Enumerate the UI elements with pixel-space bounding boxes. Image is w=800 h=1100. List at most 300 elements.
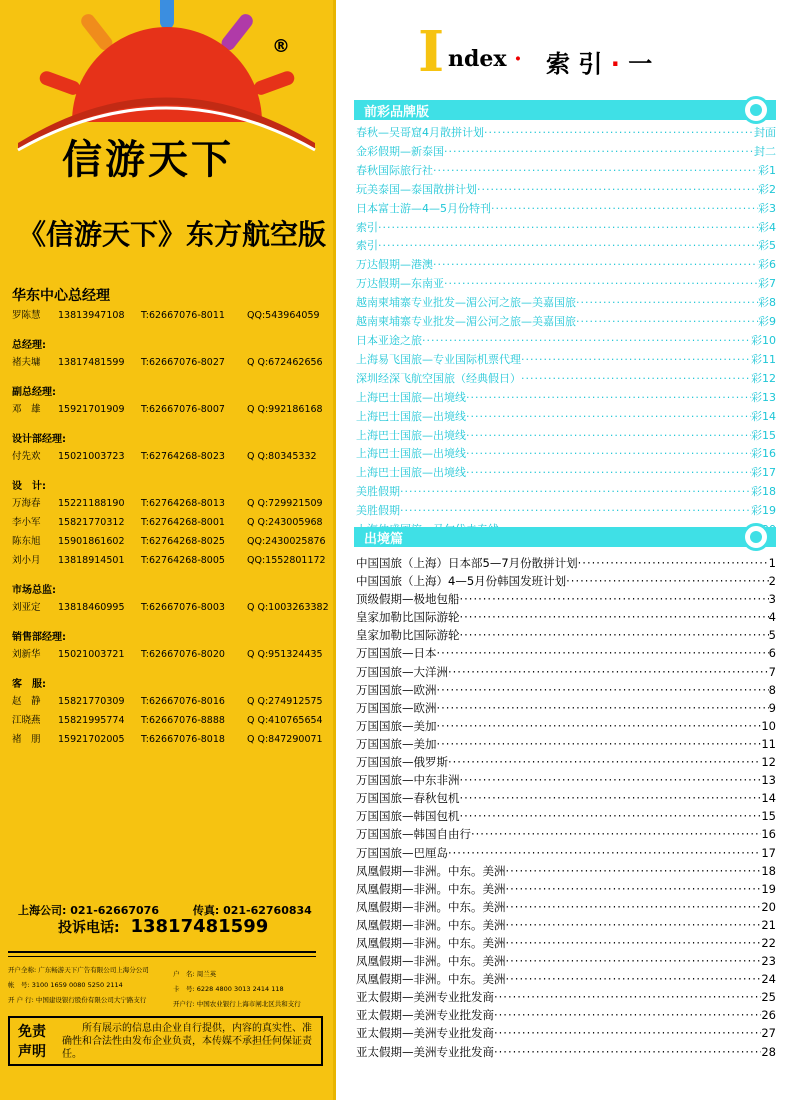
- leader-dots: [448, 753, 761, 771]
- entry-page: 19: [761, 881, 776, 896]
- bank-info: [8, 965, 326, 1010]
- leader-dots: [460, 789, 762, 807]
- entry-page: 彩19: [751, 504, 776, 518]
- entry-title: 美胜假期: [356, 485, 400, 499]
- leader-dots: [506, 898, 762, 916]
- entry-page: 28: [761, 1044, 776, 1059]
- shanghai-phone: 上海公司: 021-62667076: [18, 904, 159, 917]
- leader-dots: [400, 483, 751, 502]
- leader-dots: [460, 608, 769, 626]
- index-entry[interactable]: [356, 124, 776, 143]
- complaint-number: 13817481599: [130, 916, 269, 937]
- leader-dots: [444, 143, 754, 162]
- entry-title: 万国国旅—俄罗斯: [356, 755, 448, 770]
- entry-page: 3: [768, 592, 776, 607]
- staff-qq: Q Q:80345332: [247, 451, 317, 462]
- staff-person: [12, 306, 327, 325]
- index-entry[interactable]: [356, 771, 776, 789]
- index-entry[interactable]: [356, 952, 776, 970]
- entry-page: 6: [768, 646, 776, 661]
- entry-title: 日本富士游—4—5月份特刊: [356, 201, 491, 215]
- staff-qq: Q Q:992186168: [247, 404, 323, 415]
- entry-page: 彩16: [751, 447, 776, 461]
- staff-person: [12, 353, 327, 372]
- entry-title: 索引: [356, 220, 378, 234]
- index-entry[interactable]: [356, 445, 776, 464]
- index-entry[interactable]: [356, 408, 776, 427]
- disclaimer-box: [8, 1016, 323, 1066]
- entry-page: 10: [761, 718, 776, 733]
- entry-title: 上海巴士国旅—出境线: [356, 447, 466, 461]
- entry-title: 万国国旅—美加: [356, 736, 437, 751]
- entry-page: 14: [761, 791, 776, 806]
- bank-right: 开户行: 中国农业银行上海市闸北区共和支行: [173, 1000, 301, 1008]
- staff-name: 付先欢: [12, 451, 41, 462]
- staff-qq: Q Q:1003263382: [247, 602, 329, 613]
- leader-dots: [506, 952, 762, 970]
- entry-page: 12: [761, 755, 776, 770]
- staff-mobile: 15021003721: [58, 649, 125, 660]
- staff-mobile: 15821995774: [58, 715, 125, 726]
- entry-page: 彩2: [758, 182, 776, 196]
- index-word-text: ndex: [448, 46, 507, 72]
- circle-badge-icon: [742, 96, 770, 124]
- entry-page: 9: [768, 700, 776, 715]
- staff-mobile: 13818914501: [58, 555, 125, 566]
- staff-qq: QQ:1552801172: [247, 555, 326, 566]
- staff-person: [12, 692, 327, 711]
- bank-left: 开 户 行: 中国建设银行股份有限公司大宁路支行: [8, 996, 147, 1004]
- entry-title: 皇家加勒比国际游轮: [356, 610, 460, 625]
- staff-tel: T:62764268-8023: [141, 451, 225, 462]
- leader-dots: [400, 502, 751, 521]
- staff-name: 陈东旭: [12, 536, 41, 547]
- index-entry[interactable]: [356, 1024, 776, 1042]
- index-entry[interactable]: [356, 237, 776, 256]
- staff-qq: Q Q:274912575: [247, 696, 323, 707]
- staff-person: [12, 551, 327, 570]
- staff-mobile: 13818460995: [58, 602, 125, 613]
- leader-dots: [448, 663, 769, 681]
- entry-title: 万国国旅—欧洲: [356, 682, 437, 697]
- index-entry[interactable]: [356, 590, 776, 608]
- entry-title: 凤凰假期—非洲。中东。美洲: [356, 917, 506, 932]
- red-dot-icon: ·: [514, 46, 522, 72]
- leader-dots: [494, 1043, 761, 1061]
- leader-dots: [460, 626, 769, 644]
- divider-bottom: [8, 956, 316, 957]
- staff-person: [12, 645, 327, 664]
- fax-number: 传真: 021-62760834: [192, 904, 312, 917]
- leader-dots: [466, 427, 751, 446]
- entry-title: 春秋国际旅行社: [356, 163, 433, 177]
- index-entry[interactable]: [356, 862, 776, 880]
- staff-person: [12, 447, 327, 466]
- staff-group-title: 设 计:: [12, 481, 46, 492]
- leader-dots: [576, 294, 758, 313]
- index-entry[interactable]: [356, 644, 776, 662]
- entry-title: 上海巴士国旅—出境线: [356, 409, 466, 423]
- complaint-label: 投诉电话:: [58, 920, 120, 936]
- staff-name: 李小军: [12, 517, 41, 528]
- entry-title: 上海易飞国旅—专业国际机票代理: [356, 352, 521, 366]
- staff-tel: T:62667076-8027: [141, 357, 225, 368]
- entry-page: 彩13: [751, 390, 776, 404]
- entry-page: 24: [761, 972, 776, 987]
- index-entry[interactable]: [356, 898, 776, 916]
- entry-page: 13: [761, 773, 776, 788]
- leader-dots: [494, 1006, 761, 1024]
- staff-name: 刘亚定: [12, 602, 41, 613]
- index-entry[interactable]: [356, 753, 776, 771]
- index-entry[interactable]: [356, 294, 776, 313]
- leader-dots: [494, 988, 761, 1006]
- index-entry[interactable]: [356, 256, 776, 275]
- index-entry[interactable]: [356, 502, 776, 521]
- leader-dots: [521, 351, 751, 370]
- index-entry[interactable]: [356, 699, 776, 717]
- entry-page: 封面: [754, 126, 776, 139]
- leader-dots: [491, 200, 758, 219]
- entry-title: 万国国旅—欧洲: [356, 700, 437, 715]
- staff-tel: T:62667076-8018: [141, 734, 225, 745]
- entry-page: 彩9: [758, 315, 776, 329]
- entry-title: 金彩假期—新泰国: [356, 144, 444, 158]
- edition-title: 《信游天下》东方航空版: [18, 218, 327, 251]
- leader-dots: [506, 916, 762, 934]
- index-entry[interactable]: [356, 554, 776, 572]
- color-pages-list: [356, 124, 776, 540]
- leader-dots: [448, 844, 761, 862]
- entry-page: 彩14: [751, 409, 776, 423]
- index-entry[interactable]: [356, 427, 776, 446]
- entry-title: 日本亚途之旅: [356, 333, 422, 347]
- entry-title: 皇家加勒比国际游轮: [356, 628, 460, 643]
- staff-person: [12, 730, 327, 749]
- staff-group-title: 市场总监:: [12, 585, 56, 596]
- index-entry[interactable]: [356, 916, 776, 934]
- entry-title: 凤凰假期—非洲。中东。美洲: [356, 954, 506, 969]
- entry-title: 中国国旅（上海）4—5月份韩国发班计划: [356, 574, 567, 589]
- entry-page: 彩11: [751, 352, 776, 366]
- staff-qq: Q Q:951324435: [247, 649, 323, 660]
- leader-dots: [477, 181, 758, 200]
- staff-group-title: 总经理:: [12, 340, 46, 351]
- staff-tel: T:62667076-8020: [141, 649, 225, 660]
- index-entry[interactable]: [356, 880, 776, 898]
- index-entry[interactable]: [356, 370, 776, 389]
- entry-title: 上海巴士国旅—出境线: [356, 390, 466, 404]
- leader-dots: [433, 256, 758, 275]
- entry-page: 彩6: [758, 258, 776, 272]
- leader-dots: [566, 572, 769, 590]
- entry-title: 越南柬埔寨专业批发—湄公河之旅—美嘉国旅: [356, 296, 576, 310]
- leader-dots: [466, 445, 751, 464]
- staff-name: 刘小月: [12, 555, 41, 566]
- entry-page: 4: [768, 610, 776, 625]
- leader-dots: [506, 880, 762, 898]
- complaint-hotline: [58, 916, 268, 937]
- staff-mobile: 15821770309: [58, 696, 125, 707]
- entry-title: 万国国旅—日本: [356, 646, 437, 661]
- entry-title: 万国国旅—春秋包机: [356, 791, 460, 806]
- leader-dots: [506, 862, 762, 880]
- index-entry[interactable]: [356, 988, 776, 1006]
- staff-mobile: 15221188190: [58, 498, 125, 509]
- leader-dots: [460, 771, 762, 789]
- staff-mobile: 13813947108: [58, 310, 125, 321]
- entry-title: 亚太假期—美洲专业批发商: [356, 1044, 494, 1059]
- staff-person: [12, 532, 327, 551]
- leader-dots: [378, 237, 758, 256]
- entry-page: 彩12: [751, 371, 776, 385]
- entry-title: 顶级假期—极地包船: [356, 592, 460, 607]
- staff-mobile: 15921701909: [58, 404, 125, 415]
- staff-qq: Q Q:243005968: [247, 517, 323, 528]
- entry-page: 20: [761, 899, 776, 914]
- entry-page: 彩10: [751, 333, 776, 347]
- entry-title: 上海巴士国旅—出境线: [356, 428, 466, 442]
- index-entry[interactable]: [356, 332, 776, 351]
- entry-title: 亚太假期—美洲专业批发商: [356, 1026, 494, 1041]
- index-entry[interactable]: [356, 275, 776, 294]
- entry-title: 万国国旅—中东非洲: [356, 773, 460, 788]
- staff-tel: T:62764268-8001: [141, 517, 225, 528]
- index-entry[interactable]: [356, 219, 776, 238]
- staff-tel: T:62667076-8007: [141, 404, 225, 415]
- leader-dots: [433, 162, 758, 181]
- sun-ray: [229, 21, 246, 43]
- entry-title: 玩美泰国—泰国散拼计划: [356, 182, 477, 196]
- leader-dots: [437, 699, 769, 717]
- index-entry[interactable]: [356, 313, 776, 332]
- entry-page: 彩3: [758, 201, 776, 215]
- entry-title: 万国国旅—韩国自由行: [356, 827, 471, 842]
- leader-dots: [460, 807, 762, 825]
- index-entry[interactable]: [356, 483, 776, 502]
- brand-logo: [0, 0, 333, 190]
- section-title: 出境篇: [364, 532, 404, 547]
- leader-dots: [466, 408, 751, 427]
- leader-dots: [378, 219, 758, 238]
- entry-page: 彩1: [758, 163, 776, 177]
- column-divider: [333, 0, 336, 1100]
- leader-dots: [484, 124, 754, 143]
- entry-page: 18: [761, 863, 776, 878]
- leader-dots: [506, 970, 762, 988]
- leader-dots: [437, 644, 769, 662]
- bank-right: 卡 号: 6228 4800 3013 2414 118: [173, 985, 284, 993]
- index-big-letter: I: [418, 19, 445, 85]
- staff-name: 罗陈慧: [12, 310, 41, 321]
- staff-qq: QQ:2430025876: [247, 536, 326, 547]
- index-entry[interactable]: [356, 717, 776, 735]
- section-bar-color: [354, 100, 776, 120]
- logo-text: 信游天下: [62, 136, 234, 183]
- sun-ray: [88, 21, 105, 43]
- entry-title: 美胜假期: [356, 504, 400, 518]
- index-entry[interactable]: [356, 608, 776, 626]
- index-page-suffix: 一: [628, 50, 653, 78]
- index-entry[interactable]: [356, 464, 776, 483]
- red-dot-icon: ·: [610, 50, 620, 78]
- entry-title: 上海巴士国旅—出境线: [356, 466, 466, 480]
- staff-qq: Q Q:847290071: [247, 734, 323, 745]
- index-entry[interactable]: [356, 351, 776, 370]
- entry-page: 彩5: [758, 239, 776, 253]
- index-entry[interactable]: [356, 626, 776, 644]
- entry-page: 23: [761, 954, 776, 969]
- entry-page: 封二: [754, 144, 776, 158]
- leader-dots: [471, 825, 761, 843]
- index-entry[interactable]: [356, 934, 776, 952]
- entry-page: 2: [768, 574, 776, 589]
- staff-mobile: 15901861602: [58, 536, 125, 547]
- staff-qq: QQ:543964059: [247, 310, 320, 321]
- staff-person: [12, 711, 327, 730]
- staff-name: 万海春: [12, 498, 41, 509]
- staff-group-title: 销售部经理:: [12, 632, 66, 643]
- staff-tel: T:62764268-8005: [141, 555, 225, 566]
- staff-person: [12, 513, 327, 532]
- staff-name: 褚夫墉: [12, 357, 41, 368]
- entry-title: 深圳经深飞航空国旅（经典假日）: [356, 371, 521, 385]
- staff-name: 赵 静: [12, 696, 41, 707]
- entry-page: 5: [768, 628, 776, 643]
- index-word: [448, 46, 522, 72]
- entry-page: 27: [761, 1026, 776, 1041]
- leader-dots: [506, 934, 762, 952]
- outbound-list: [356, 554, 776, 1061]
- entry-title: 春秋—吴哥窟4月散拼计划: [356, 126, 484, 139]
- staff-person: [12, 598, 327, 617]
- index-entry[interactable]: [356, 200, 776, 219]
- bank-left: 开户全称: 广东畅游天下广告有限公司上海分公司: [8, 966, 149, 974]
- staff-name: 邓 雄: [12, 404, 41, 415]
- index-entry[interactable]: [356, 389, 776, 408]
- index-entry[interactable]: [356, 162, 776, 181]
- entry-title: 万达假期—东南亚: [356, 277, 444, 291]
- staff-tel: T:62667076-8011: [141, 310, 225, 321]
- index-entry[interactable]: [356, 143, 776, 162]
- leader-dots: [494, 1024, 761, 1042]
- entry-page: 彩8: [758, 296, 776, 310]
- leader-dots: [576, 313, 758, 332]
- staff-qq: Q Q:410765654: [247, 715, 323, 726]
- staff-name: 褚 朋: [12, 734, 41, 745]
- index-entry[interactable]: [356, 844, 776, 862]
- leader-dots: [437, 717, 762, 735]
- staff-tel: T:62667076-8888: [141, 715, 225, 726]
- bank-row: [8, 995, 326, 1010]
- entry-title: 凤凰假期—非洲。中东。美洲: [356, 899, 506, 914]
- entry-page: 11: [761, 736, 776, 751]
- entry-title: 凤凰假期—非洲。中东。美洲: [356, 935, 506, 950]
- entry-title: 万国国旅—大洋洲: [356, 664, 448, 679]
- entry-title: 万国国旅—韩国包机: [356, 809, 460, 824]
- staff-tel: T:62667076-8003: [141, 602, 225, 613]
- staff-mobile: 15921702005: [58, 734, 125, 745]
- entry-title: 万达假期—港澳: [356, 258, 433, 272]
- index-entry[interactable]: [356, 663, 776, 681]
- entry-title: 中国国旅（上海）日本部5—7月份散拼计划: [356, 556, 578, 570]
- entry-title: 索引: [356, 239, 378, 253]
- entry-page: 21: [761, 917, 776, 932]
- entry-page: 彩18: [751, 485, 776, 499]
- bank-row: [8, 980, 326, 995]
- entry-title: 亚太假期—美洲专业批发商: [356, 1008, 494, 1023]
- disclaimer-label: 免责声明: [18, 1024, 46, 1060]
- index-entry[interactable]: [356, 572, 776, 590]
- leader-dots: [437, 681, 769, 699]
- entry-page: 7: [768, 664, 776, 679]
- staff-person: [12, 400, 327, 419]
- index-entry[interactable]: [356, 735, 776, 753]
- staff-mobile: 15021003723: [58, 451, 125, 462]
- staff-tel: T:62764268-8013: [141, 498, 225, 509]
- staff-directory: [12, 286, 327, 749]
- leader-dots: [444, 275, 758, 294]
- staff-group-title: 华东中心总经理: [12, 288, 110, 304]
- leader-dots: [460, 590, 769, 608]
- entry-page: 15: [761, 809, 776, 824]
- entry-page: 彩15: [751, 428, 776, 442]
- entry-title: 凤凰假期—非洲。中东。美洲: [356, 863, 506, 878]
- entry-page: 8: [768, 682, 776, 697]
- leader-dots: [422, 332, 751, 351]
- staff-group-title: 客 服:: [12, 679, 46, 690]
- entry-page: 16: [761, 827, 776, 842]
- index-entry[interactable]: [356, 1043, 776, 1061]
- staff-person: [12, 494, 327, 513]
- entry-page: 26: [761, 1008, 776, 1023]
- entry-title: 越南柬埔寨专业批发—湄公河之旅—美嘉国旅: [356, 315, 576, 329]
- staff-tel: T:62764268-8025: [141, 536, 225, 547]
- index-entry[interactable]: [356, 1006, 776, 1024]
- staff-group-title: 副总经理:: [12, 387, 56, 398]
- index-cn-title: [546, 44, 652, 79]
- index-entry[interactable]: [356, 681, 776, 699]
- entry-page: 彩7: [758, 277, 776, 291]
- entry-title: 凤凰假期—非洲。中东。美洲: [356, 881, 506, 896]
- index-entry[interactable]: [356, 789, 776, 807]
- staff-name: 刘新华: [12, 649, 41, 660]
- staff-qq: Q Q:672462656: [247, 357, 323, 368]
- circle-badge-icon: [742, 523, 770, 551]
- entry-page: 彩17: [751, 466, 776, 480]
- index-entry[interactable]: [356, 970, 776, 988]
- bank-row: [8, 965, 326, 980]
- index-entry[interactable]: [356, 181, 776, 200]
- staff-qq: Q Q:729921509: [247, 498, 323, 509]
- section-title: 前彩品牌版: [364, 105, 430, 120]
- staff-name: 江晓燕: [12, 715, 41, 726]
- entry-title: 万国国旅—美加: [356, 718, 437, 733]
- leader-dots: [437, 735, 762, 753]
- index-entry[interactable]: [356, 825, 776, 843]
- staff-mobile: 13817481599: [58, 357, 125, 368]
- staff-mobile: 15821770312: [58, 517, 125, 528]
- disclaimer-text: 所有展示的信息由企业自行提供，内容的真实性、准确性和合法性由发布企业负责，本传媒不承担任何保证责任。: [62, 1023, 312, 1060]
- leader-dots: [521, 370, 751, 389]
- entry-page: 25: [761, 990, 776, 1005]
- divider-top: [8, 951, 316, 953]
- index-cn-text: 索 引: [546, 50, 603, 78]
- bank-left: 帐 号: 3100 1659 0080 5250 2114: [8, 981, 123, 989]
- entry-title: 凤凰假期—非洲。中东。美洲: [356, 972, 506, 987]
- index-entry[interactable]: [356, 807, 776, 825]
- leader-dots: [578, 554, 769, 572]
